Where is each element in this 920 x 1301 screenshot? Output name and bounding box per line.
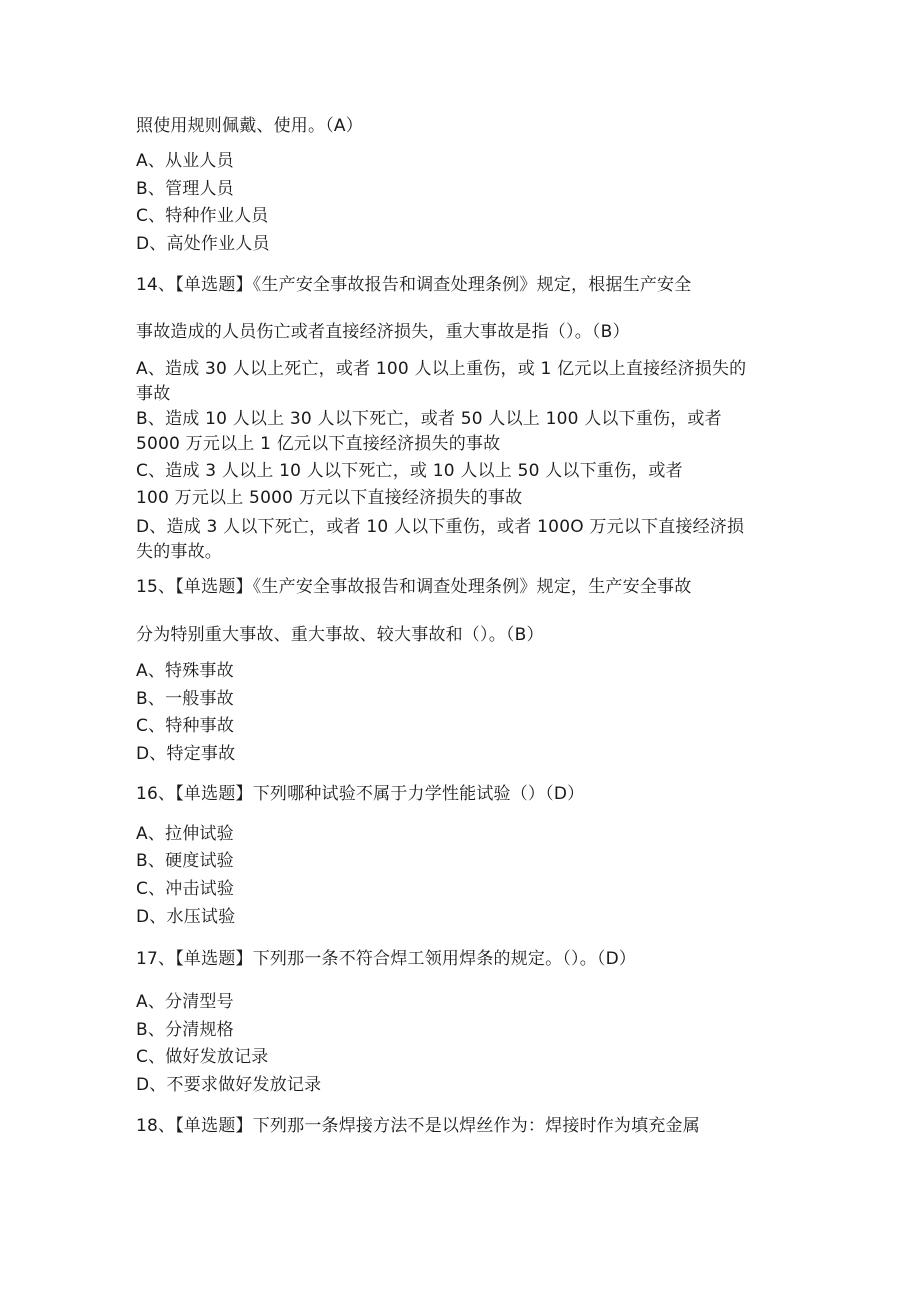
option-line: B、分清规格: [136, 1020, 234, 1040]
option-line: A、分清型号: [136, 992, 234, 1012]
question-line: 事故造成的人员伤亡或者直接经济损失，重大事故是指（）。（B）: [136, 322, 630, 342]
question-line: 15、【单选题】《生产安全事故报告和调查处理条例》规定，生产安全事故: [136, 577, 692, 597]
option-line: C、特种事故: [136, 716, 235, 736]
question-line: 18、【单选题】下列那一条焊接方法不是以焊丝作为：焊接时作为填充金属: [136, 1116, 700, 1136]
option-line: 失的事故。: [136, 542, 222, 562]
option-line: B、造成 10 人以上 30 人以下死亡，或者 50 人以上 100 人以下重伤，或者: [136, 409, 722, 429]
option-line: C、做好发放记录: [136, 1047, 269, 1067]
option-line: C、冲击试验: [136, 879, 235, 899]
question-line: 分为特别重大事故、重大事故、较大事故和（）。（B）: [136, 625, 544, 645]
option-line: D、不要求做好发放记录: [136, 1075, 322, 1095]
option-line: 100 万元以上 5000 万元以下直接经济损失的事故: [136, 488, 523, 508]
option-line: C、特种作业人员: [136, 206, 269, 226]
option-line: D、水压试验: [136, 907, 236, 927]
option-line: C、造成 3 人以上 10 人以下死亡，或 10 人以上 50 人以下重伤，或者: [136, 461, 683, 481]
option-line: D、高处作业人员: [136, 234, 270, 254]
option-line: A、特殊事故: [136, 661, 234, 681]
option-line: D、造成 3 人以下死亡，或者 10 人以下重伤，或者 100O 万元以下直接经济损: [136, 517, 745, 537]
option-line: B、硬度试验: [136, 851, 234, 871]
option-line: 事故: [136, 384, 171, 404]
option-line: A、从业人员: [136, 151, 234, 171]
question-line: 17、【单选题】下列那一条不符合焊工领用焊条的规定。（）。（D）: [136, 949, 637, 969]
option-line: D、特定事故: [136, 744, 236, 764]
option-line: B、一般事故: [136, 689, 234, 709]
option-line: A、造成 30 人以上死亡，或者 100 人以上重伤，或 1 亿元以上直接经济损失的: [136, 359, 747, 379]
option-line: 5000 万元以上 1 亿元以下直接经济损失的事故: [136, 434, 501, 454]
option-line: B、管理人员: [136, 179, 234, 199]
question-line: 14、【单选题】《生产安全事故报告和调查处理条例》规定，根据生产安全: [136, 275, 692, 295]
text-line: 照使用规则佩戴、使用。（A）: [136, 116, 363, 136]
question-line: 16、【单选题】下列哪种试验不属于力学性能试验（）（D）: [136, 784, 585, 804]
option-line: A、拉伸试验: [136, 824, 234, 844]
